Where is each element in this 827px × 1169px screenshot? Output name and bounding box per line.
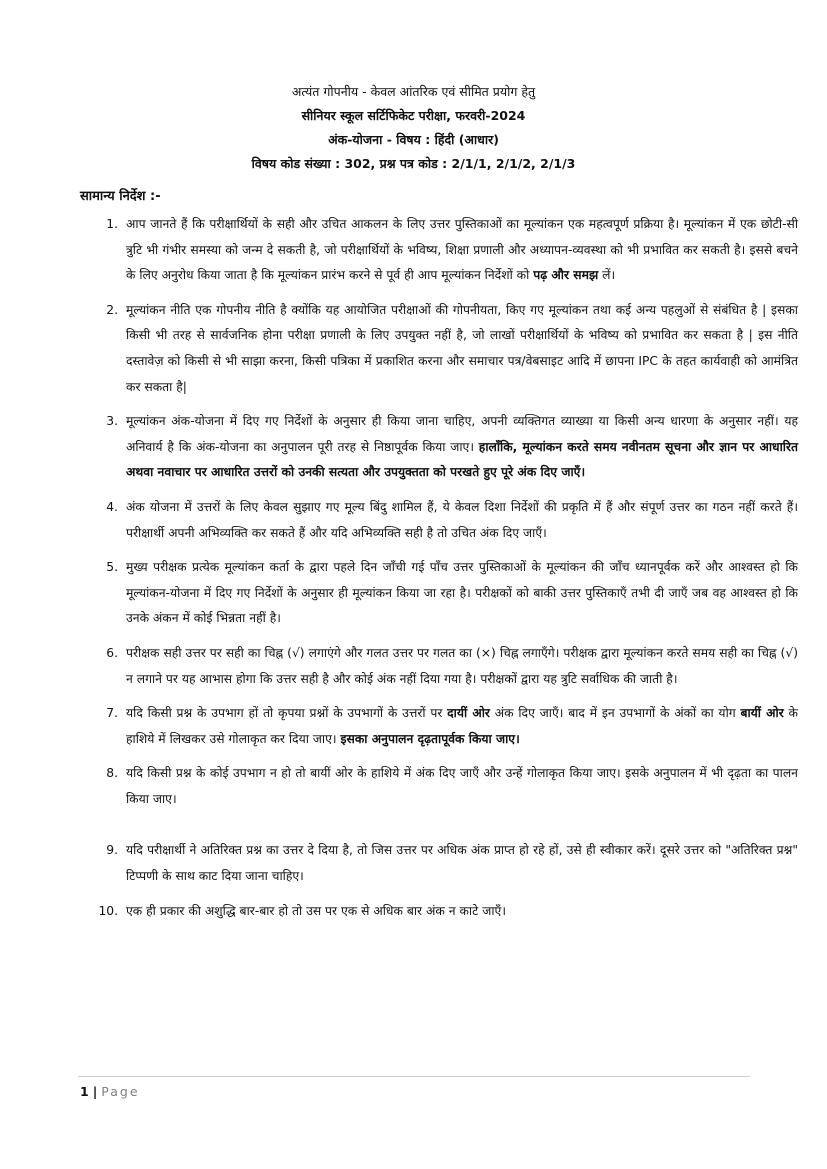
instruction-item bbox=[106, 212, 798, 289]
instructions-list bbox=[78, 212, 798, 933]
instruction-item bbox=[106, 761, 798, 812]
instruction-text: मूल्यांकन अंक-योजना में दिए गए निर्देशों के अनुसार ही किया जाना चाहिए, अपनी व्यक्तिगत व्याख्या या किसी अन्य धारणा के अनुसार नहीं। यह अनिवार्य है कि अंक-योजना का अनुपालन पूरी तरह से निष्ठापूर्वक किया जाए। bbox=[126, 414, 798, 454]
instruction-text: मुख्य परीक्षक प्रत्येक मूल्यांकन कर्ता के द्वारा पहले दिन जाँची गई पाँच उत्तर पुस्तिकाओं के मूल्यांकन की जाँच ध्यानपूर्वक करें और आश्वस्त हो कि मूल्यांकन-योजना में दिए गए निर्देशों के अनुसार ही मूल्यांकन किया जा रहा है। परीक्षकों को बाकी उत्तर पुस्तिकाएँ तभी दी जाएँ जब वह आश्वस्त हो कि उनके अंकन में कोई भिन्नता नहीं है। bbox=[126, 560, 798, 626]
footer-separator: | bbox=[92, 1084, 98, 1099]
instruction-text: यदि किसी प्रश्न के कोई उपभाग न हो तो बायीं ओर के हाशिये में अंक दिए जाएँ और उन्हें गोलाकृत किया जाए। इसके अनुपालन में भी दृढ़ता का पालन किया जाए। bbox=[126, 766, 798, 806]
instruction-text: एक ही प्रकार की अशुद्धि बार-बार हो तो उस पर एक से अधिक बार अंक न काटे जाएँ। bbox=[126, 903, 506, 918]
instruction-item bbox=[106, 701, 798, 752]
page-label: Page bbox=[101, 1084, 140, 1099]
instruction-item bbox=[98, 899, 798, 925]
instruction-text-bold: इसका अनुपालन दृढ़तापूर्वक किया जाए। bbox=[340, 731, 520, 746]
instruction-number: 2. bbox=[106, 302, 118, 317]
instruction-text: आप जानते हैं कि परीक्षार्थियों के सही और उचित आकलन के लिए उत्तर पुस्तिकाओं का मूल्यांकन एक महत्वपूर्ण प्रक्रिया है। मूल्यांकन में एक छोटी-सी त्रुटि भी गंभीर समस्या को जन्म दे सकती है, जो परीक्षार्थियों के भविष्य, शिक्षा प्रणाली और अध्यापन-व्यवस्था को भी प्रभावित कर सकती है। इससे बचने के लिए अनुरोध किया जाता है कि मूल्यांकन प्रारंभ करने से पूर्व ही आप मूल्यांकन निर्देशों को bbox=[126, 217, 798, 283]
instruction-number: 4. bbox=[106, 499, 118, 514]
instruction-number: 5. bbox=[106, 560, 118, 575]
instruction-number: 9. bbox=[106, 843, 118, 858]
instruction-text: यदि किसी प्रश्न के उपभाग हों तो कृपया प्रश्नों के उपभागों के उत्तरों पर bbox=[126, 706, 448, 721]
instruction-text-bold: बायीं ओर bbox=[740, 706, 784, 721]
footer-divider bbox=[78, 1076, 750, 1077]
instruction-text-bold: पढ़ और समझ bbox=[533, 268, 599, 283]
confidential-note: अत्यंत गोपनीय - केवल आंतरिक एवं सीमित प्रयोग हेतु bbox=[291, 84, 536, 99]
instruction-item bbox=[106, 298, 798, 400]
instruction-item bbox=[106, 495, 798, 546]
instruction-number: 7. bbox=[106, 706, 118, 721]
instruction-text: मूल्यांकन नीति एक गोपनीय नीति है क्योंकि यह आयोजित परीक्षाओं की गोपनीयता, किए गए मूल्यांकन तथा कई अन्य पहलुओं से संबंधित है | इसका किसी भी तरह से सार्वजनिक होना परीक्षा प्रणाली के लिए उपयुक्त नहीं है, जो लाखों परीक्षार्थियों के भविष्य को प्रभावित कर सकता है | इस नीति दस्तावेज़ को किसी से भी साझा करना, किसी पत्रिका में प्रकाशित करना और समाचार पत्र/वेबसाइट आदि में छापना IPC के तहत कार्यवाही को आमंत्रित कर सकता है| bbox=[126, 302, 798, 394]
instruction-item bbox=[106, 641, 798, 692]
section-title: सामान्य निर्देश :- bbox=[80, 189, 161, 204]
instruction-text: अंक दिए जाएँ। बाद में इन उपभागों के अंकों का योग bbox=[489, 706, 741, 721]
instruction-text: के हाशिये में लिखकर उसे गोलाकृत कर दिया जाए। bbox=[126, 706, 798, 746]
page-number: 1 bbox=[80, 1084, 89, 1099]
instruction-text: अंक योजना में उत्तरों के लिए केवल सुझाए गए मूल्य बिंदु शामिल हैं, ये केवल दिशा निर्देशों की प्रकृति में हैं और संपूर्ण उत्तर का गठन नहीं करते हैं। परीक्षार्थी अपनी अभिव्यक्ति कर सकते हैं और यदि अभिव्यक्ति सही है तो उचित अंक दिए जाएँ। bbox=[126, 499, 798, 540]
instruction-text-bold: हालाँकि, मूल्यांकन करते समय नवीनतम सूचना और ज्ञान पर आधारित अथवा नवाचार पर आधारित उत्तरों को उनकी सत्यता और उपयुक्तता को परखते हुए पूरे अंक दिए जाएँ। bbox=[126, 439, 798, 480]
subject-title: अंक-योजना - विषय : हिंदी (आधार) bbox=[328, 132, 499, 147]
instruction-item bbox=[106, 838, 798, 889]
exam-title: सीनियर स्कूल सर्टिफिकेट परीक्षा, फरवरी-2024 bbox=[301, 108, 526, 123]
instruction-number: 8. bbox=[106, 766, 118, 781]
instruction-text: परीक्षक सही उत्तर पर सही का चिह्न (√) लगाएंगे और गलत उत्तर पर गलत का (×) चिह्न लगाएँगे। परीक्षक द्वारा मूल्यांकन करते समय सही का चिह्न (√) न लगाने पर यह आभास होगा कि उत्तर सही है और कोई अंक नहीं दिया गया है। परीक्षकों द्वारा यह त्रुटि सर्वाधिक की जाती है। bbox=[126, 645, 798, 686]
page-footer bbox=[80, 1084, 140, 1099]
instruction-number: 10. bbox=[98, 903, 118, 918]
instruction-item bbox=[106, 555, 798, 632]
subject-code: विषय कोड संख्या : 302, प्रश्न पत्र कोड : 2/1/1, 2/1/2, 2/1/3 bbox=[251, 156, 576, 171]
instruction-number: 1. bbox=[106, 217, 118, 231]
document-header bbox=[0, 80, 827, 176]
instruction-text: यदि परीक्षार्थी ने अतिरिक्त प्रश्न का उत्तर दे दिया है, तो जिस उत्तर पर अधिक अंक प्राप्त हो रहे हों, उसे ही स्वीकार करें। दूसरे उत्तर को "अतिरिक्त प्रश्न" टिप्पणी के साथ काट दिया जाना चाहिए। bbox=[126, 843, 798, 884]
instruction-number: 3. bbox=[106, 414, 118, 429]
instruction-number: 6. bbox=[106, 645, 118, 660]
instruction-item bbox=[106, 409, 798, 486]
instruction-text-bold: दायीं ओर bbox=[447, 706, 490, 721]
instruction-text: लें। bbox=[598, 268, 616, 283]
